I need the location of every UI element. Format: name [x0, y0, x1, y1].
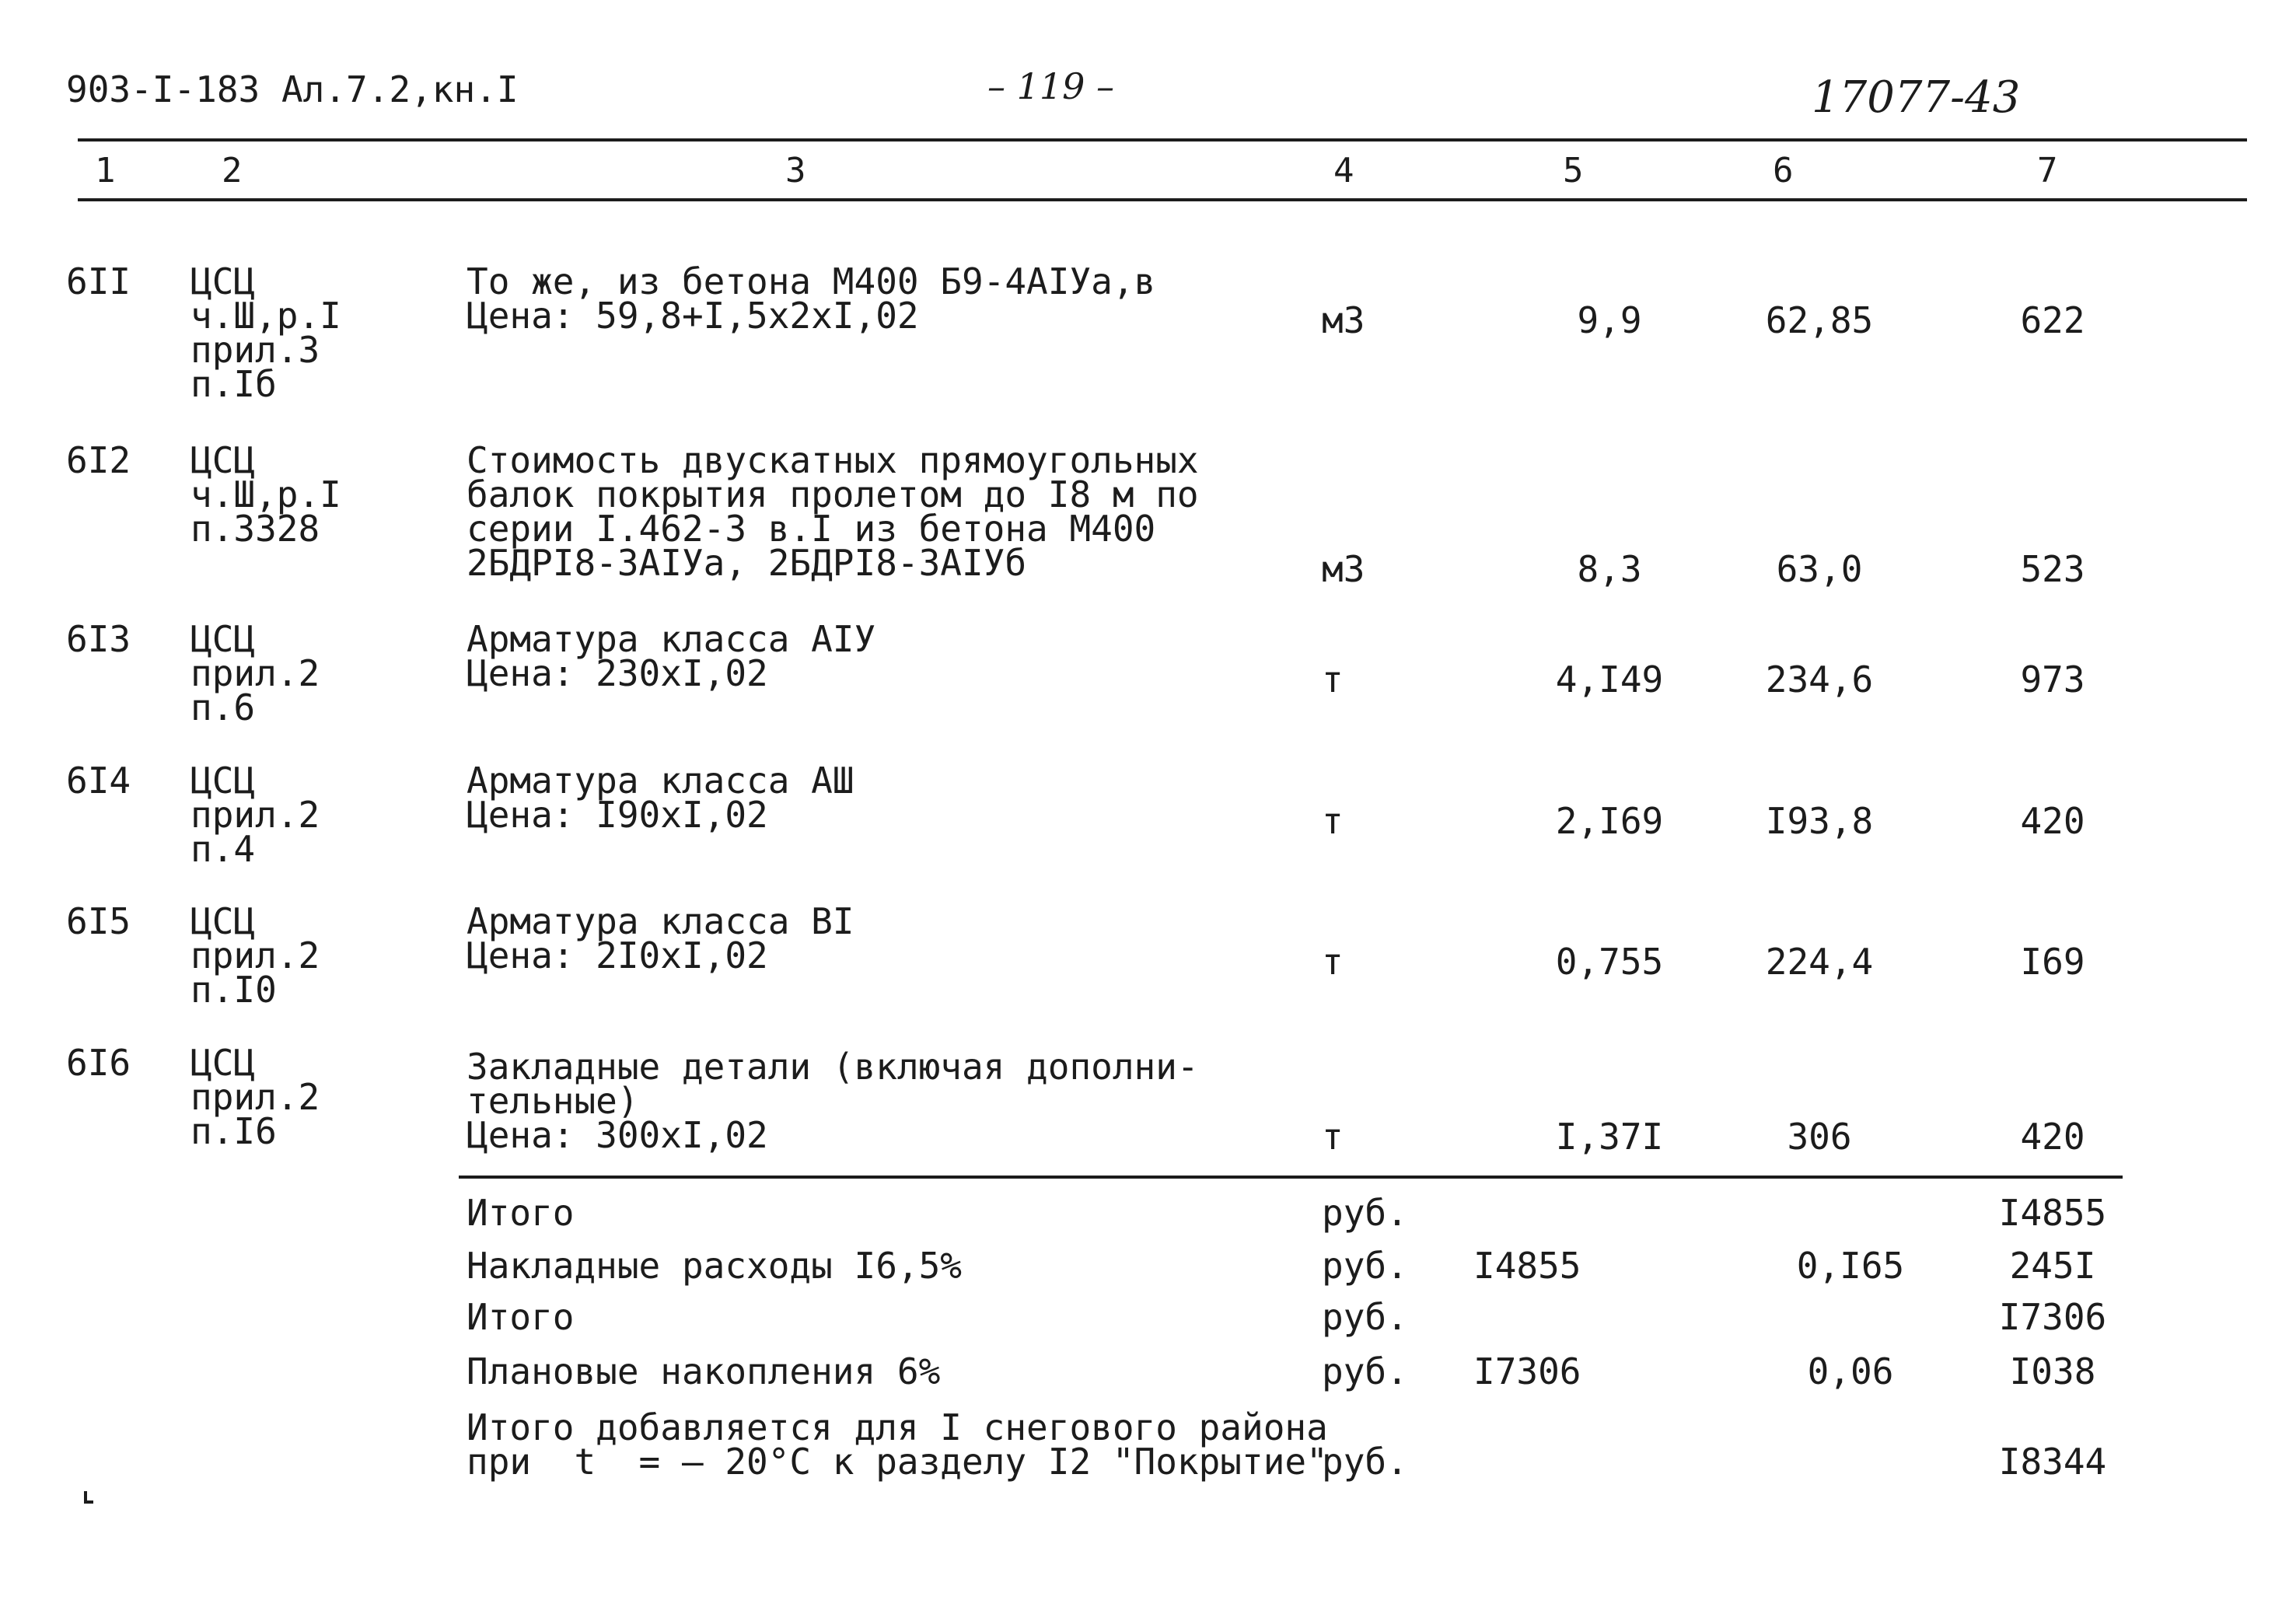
row-reference: ЦСЦ ч.Ш,р.I п.3328 — [190, 439, 341, 550]
summary-unit: руб. — [1322, 1245, 1408, 1287]
summary-total: I7306 — [1998, 1296, 2107, 1338]
row-price: 306 — [1787, 1116, 1852, 1158]
row-reference: ЦСЦ прил.2 п.I0 — [190, 900, 320, 1011]
summary-label: Итого — [467, 1192, 575, 1234]
row-unit: т — [1322, 1116, 1344, 1158]
row-reference: ЦСЦ прил.2 п.6 — [190, 618, 320, 728]
row-number: 6I3 — [66, 618, 131, 660]
column-number: 2 — [222, 151, 243, 190]
row-reference: ЦСЦ ч.Ш,р.I прил.3 п.Iб — [190, 260, 341, 405]
row-quantity: 8,3 — [1577, 548, 1642, 590]
column-number: 5 — [1563, 151, 1584, 190]
row-reference: ЦСЦ прил.2 п.4 — [190, 760, 320, 870]
summary-label: Итого добавляется для I снегового района при t = – 20°С к разделу I2 "Покрытие" — [467, 1406, 1328, 1483]
summary-base: I4855 — [1473, 1245, 1581, 1287]
row-description: Арматура класса АIУ Цена: 230хI,02 — [467, 618, 876, 694]
row-total: 523 — [2020, 548, 2085, 590]
row-price: 63,0 — [1776, 548, 1863, 590]
row-description: Арматура класса АШ Цена: I90хI,02 — [467, 760, 854, 836]
summary-total: I038 — [2009, 1350, 2096, 1392]
row-quantity: 0,755 — [1555, 941, 1664, 983]
column-number: 6 — [1773, 151, 1794, 190]
row-number: 6II — [66, 260, 131, 302]
row-price: I93,8 — [1765, 800, 1874, 842]
header-bottom-rule — [78, 198, 2247, 201]
summary-unit: руб. — [1322, 1296, 1408, 1338]
header-top-rule — [78, 138, 2247, 141]
row-total: 420 — [2020, 800, 2085, 842]
row-total: 622 — [2020, 299, 2085, 341]
row-price: 234,6 — [1765, 659, 1874, 700]
row-total: 420 — [2020, 1116, 2085, 1158]
row-reference: ЦСЦ прил.2 п.I6 — [190, 1042, 320, 1152]
column-number: 1 — [95, 151, 116, 190]
row-quantity: 9,9 — [1577, 299, 1642, 341]
row-quantity: 2,I69 — [1555, 800, 1664, 842]
row-unit: м3 — [1322, 299, 1365, 341]
summary-unit: руб. — [1322, 1350, 1408, 1392]
row-quantity: I,37I — [1555, 1116, 1664, 1158]
summary-unit: руб. — [1322, 1192, 1408, 1234]
summary-label: Плановые накопления 6% — [467, 1350, 941, 1392]
row-description: Закладные детали (включая дополни- тельные) Цена: 300хI,02 — [467, 1046, 1199, 1156]
row-unit: т — [1322, 659, 1344, 700]
summary-base: I7306 — [1473, 1350, 1581, 1392]
row-price: 224,4 — [1765, 941, 1874, 983]
row-number: 6I5 — [66, 900, 131, 942]
document-stamp: 17077-43 — [1812, 72, 2021, 123]
row-unit: м3 — [1322, 548, 1365, 590]
summary-total: I4855 — [1998, 1192, 2107, 1234]
column-number: 4 — [1333, 151, 1354, 190]
row-unit: т — [1322, 800, 1344, 842]
corner-mark — [84, 1500, 93, 1504]
row-price: 62,85 — [1765, 299, 1874, 341]
row-number: 6I4 — [66, 760, 131, 802]
row-number: 6I6 — [66, 1042, 131, 1084]
document-code: 903-I-183 Ал.7.2,кн.I — [66, 68, 519, 110]
summary-total: I8344 — [1998, 1441, 2107, 1483]
row-total: 973 — [2020, 659, 2085, 700]
column-number: 7 — [2037, 151, 2058, 190]
page-number: – 119 – — [987, 65, 1115, 107]
summary-rate: 0,06 — [1807, 1350, 1894, 1392]
summary-label: Итого — [467, 1296, 575, 1338]
row-number: 6I2 — [66, 439, 131, 481]
summary-rate: 0,I65 — [1796, 1245, 1905, 1287]
summary-rule — [459, 1176, 2123, 1179]
summary-label: Накладные расходы I6,5% — [467, 1245, 962, 1287]
row-unit: т — [1322, 941, 1344, 983]
column-number: 3 — [785, 151, 806, 190]
row-total: I69 — [2020, 941, 2085, 983]
summary-total: 245I — [2009, 1245, 2096, 1287]
row-description: Стоимость двускатных прямоугольных балок покрытия пролетом до I8 м по серии I.462-3 в.I из бетона М400 2БДРI8-3АIУа, 2БДРI8-3АIУб — [467, 439, 1199, 584]
row-description: То же, из бетона М400 Б9-4АIУа,в Цена: 59,8+I,5х2хI,02 — [467, 260, 1156, 337]
row-quantity: 4,I49 — [1555, 659, 1664, 700]
summary-unit: руб. — [1322, 1441, 1408, 1483]
row-description: Арматура класса ВI Цена: 2I0хI,02 — [467, 900, 854, 976]
